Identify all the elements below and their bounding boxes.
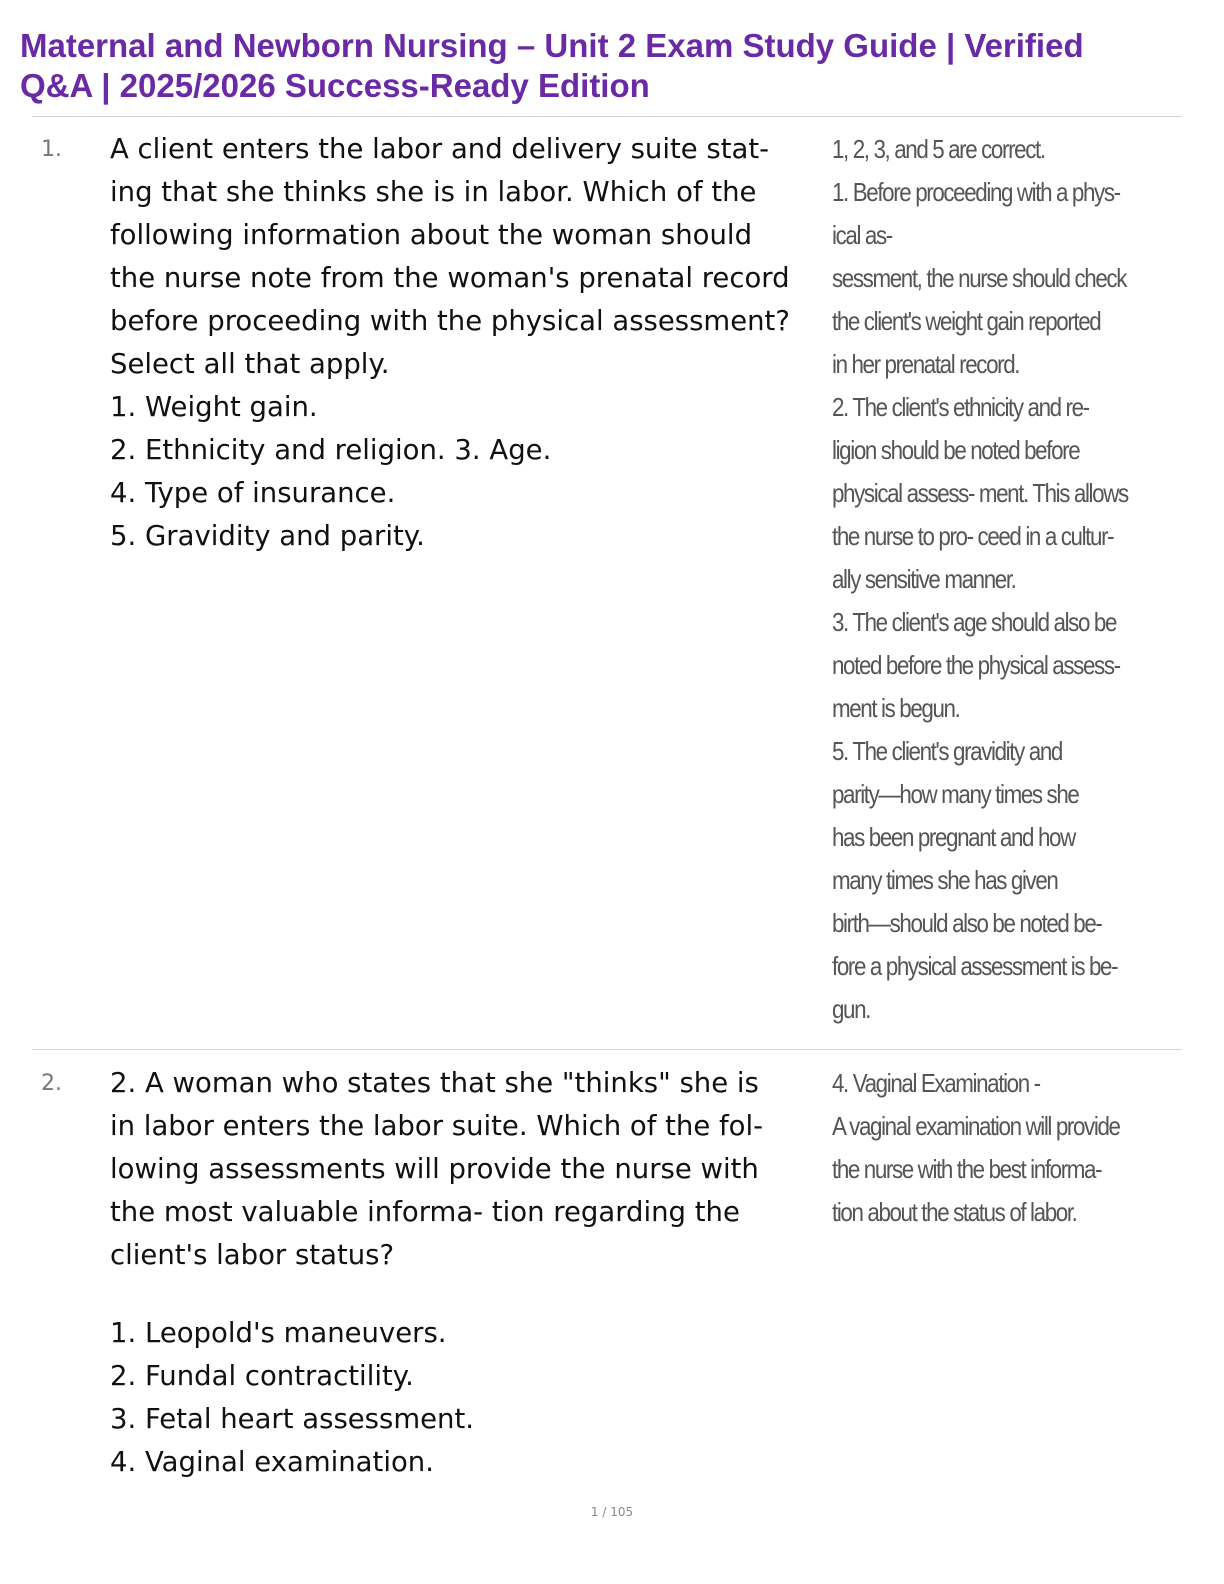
question-line: the most valuable informa- tion regarding the (110, 1196, 740, 1228)
answer-line: A vaginal examination will provide (832, 1111, 1120, 1141)
answer-line: many times she has given (832, 865, 1058, 895)
item-number: 2. (41, 1071, 62, 1096)
answer-line: ligion should be noted before (832, 435, 1080, 465)
document-title-line-1: Maternal and Newborn Nursing – Unit 2 Exam Study Guide | Verified (20, 27, 1084, 64)
answer-line: noted before the physical assess- (832, 650, 1120, 680)
answer-line: 1, 2, 3, and 5 are correct. (832, 134, 1045, 164)
answer-line: ment is begun. (832, 693, 960, 723)
question-line: following information about the woman should (110, 219, 753, 251)
page-indicator: 1 / 105 (590, 1505, 634, 1519)
answer-line: sessment, the nurse should check (832, 263, 1127, 293)
answer-line: in her prenatal record. (832, 349, 1020, 379)
answer-line: ical as- (832, 220, 892, 250)
document-title (20, 26, 1200, 106)
answer-option: 2. Ethnicity and religion. 3. Age. (110, 434, 552, 466)
question-line: in labor enters the labor suite. Which of the fol- (110, 1110, 764, 1142)
item-divider (32, 1049, 1182, 1050)
answer-line: the nurse with the best informa- (832, 1154, 1102, 1184)
question-line: client's labor status? (110, 1239, 395, 1271)
answer-explanation (832, 128, 1128, 1031)
answer-option: 1. Weight gain. (110, 391, 318, 423)
question-text (110, 1062, 825, 1484)
answer-line: gun. (832, 994, 871, 1024)
answer-line: tion about the status of labor. (832, 1197, 1077, 1227)
question-line: ing that she thinks she is in labor. Which of the (110, 176, 757, 208)
item-number: 1. (41, 137, 62, 162)
answer-line: 4. Vaginal Examination - (832, 1068, 1040, 1098)
title-divider (32, 116, 1182, 117)
question-line: Select all that apply. (110, 348, 390, 380)
answer-option: 4. Type of insurance. (110, 477, 396, 509)
question-text (110, 128, 825, 558)
answer-line: 2. The client's ethnicity and re- (832, 392, 1089, 422)
answer-explanation (832, 1062, 1124, 1234)
answer-line: 1. Before proceeding with a phys- (832, 177, 1120, 207)
question-line: before proceeding with the physical assessment? (110, 305, 790, 337)
question-line: lowing assessments will provide the nurse with (110, 1153, 759, 1185)
question-line: 2. A woman who states that she "thinks" she is (110, 1067, 759, 1099)
answer-option: 4. Vaginal examination. (110, 1446, 434, 1478)
answer-line: fore a physical assessment is be- (832, 951, 1118, 981)
question-spacer (110, 1277, 825, 1312)
question-line: A client enters the labor and delivery suite stat- (110, 133, 770, 165)
answer-option: 1. Leopold's maneuvers. (110, 1317, 447, 1349)
answer-line: ally sensitive manner. (832, 564, 1016, 594)
answer-line: birth—should also be noted be- (832, 908, 1102, 938)
answer-line: 5. The client's gravidity and (832, 736, 1062, 766)
answer-option: 3. Fetal heart assessment. (110, 1403, 474, 1435)
answer-line: parity—how many times she (832, 779, 1079, 809)
answer-line: 3. The client's age should also be (832, 607, 1117, 637)
question-line: the nurse note from the woman's prenatal record (110, 262, 790, 294)
answer-line: physical assess- ment. This allows (832, 478, 1128, 508)
answer-line: the nurse to pro- ceed in a cultur- (832, 521, 1114, 551)
answer-option: 2. Fundal contractility. (110, 1360, 414, 1392)
document-title-line-2: Q&A | 2025/2026 Success-Ready Edition (20, 67, 650, 104)
answer-line: the client's weight gain reported (832, 306, 1101, 336)
answer-option: 5. Gravidity and parity. (110, 520, 425, 552)
answer-line: has been pregnant and how (832, 822, 1075, 852)
